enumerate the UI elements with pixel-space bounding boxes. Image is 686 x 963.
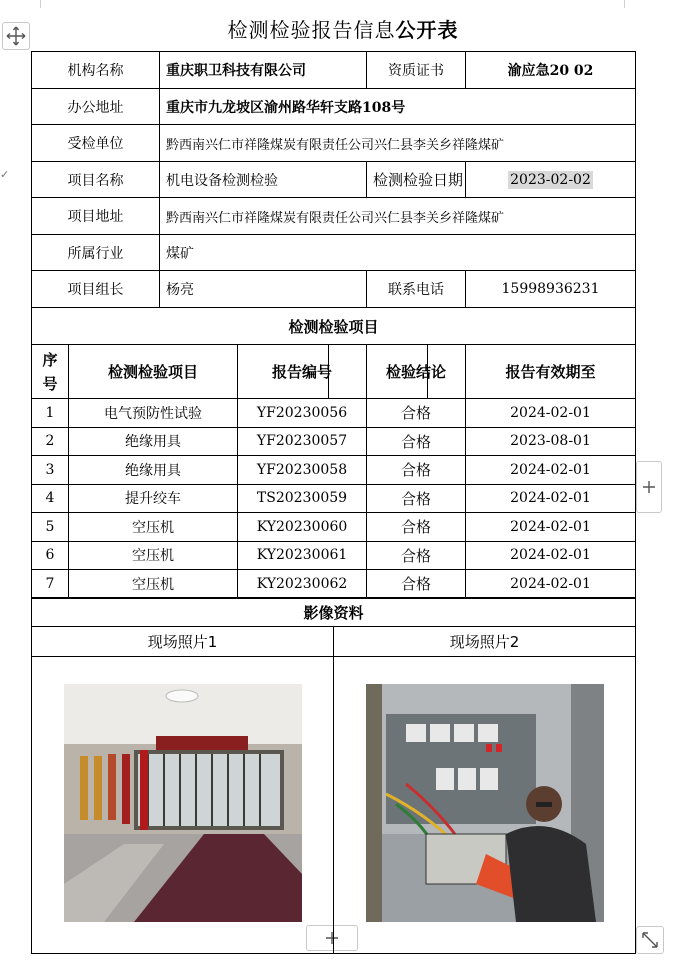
proj-value: 机电设备检测检验 <box>160 162 367 198</box>
title-main: 检测检验报告信息 <box>227 18 396 42</box>
document-title <box>0 14 686 43</box>
table-row <box>32 570 636 598</box>
item-result: 合格 <box>367 427 466 456</box>
item-seq: 7 <box>32 570 69 598</box>
table-row <box>32 541 636 570</box>
row-unit <box>32 125 636 162</box>
item-valid-until: 2024-02-01 <box>466 456 636 485</box>
page-margin-mark-right <box>624 0 625 8</box>
row-site <box>32 198 636 235</box>
images-section-title: 影像资料 <box>32 599 636 627</box>
table-row <box>32 484 636 513</box>
addr-label: 办公地址 <box>32 89 160 125</box>
items-section-title: 检测检验项目 <box>32 308 636 345</box>
item-name: 空压机 <box>69 570 238 598</box>
page-margin-mark-left <box>40 0 41 8</box>
proj-label: 项目名称 <box>32 162 160 198</box>
item-seq: 4 <box>32 484 69 513</box>
item-valid-until: 2024-02-01 <box>466 541 636 570</box>
item-name: 空压机 <box>69 513 238 542</box>
item-valid-until: 2024-02-01 <box>466 513 636 542</box>
row-address <box>32 89 636 125</box>
table-row <box>32 513 636 542</box>
table-row <box>32 399 636 428</box>
item-seq: 3 <box>32 456 69 485</box>
photo1-label: 现场照片1 <box>32 627 334 657</box>
site-photo-2-image <box>366 684 604 922</box>
table-resize-handle[interactable] <box>636 926 664 954</box>
site-photo-2 <box>366 684 604 922</box>
table-row <box>32 427 636 456</box>
item-result: 合格 <box>367 484 466 513</box>
photo1-cell <box>32 657 334 954</box>
item-report-no: KY20230060 <box>238 513 367 542</box>
industry-value: 煤矿 <box>160 235 636 271</box>
date-value: 2023-02-02 <box>510 171 591 188</box>
table-row <box>32 456 636 485</box>
left-edge-chevron[interactable]: ✓ <box>0 168 10 181</box>
item-result: 合格 <box>367 513 466 542</box>
unit-label: 受检单位 <box>32 125 160 162</box>
photo2-label: 现场照片2 <box>334 627 636 657</box>
item-name: 绝缘用具 <box>69 456 238 485</box>
phone-label: 联系电话 <box>367 271 466 308</box>
items-table <box>31 398 636 598</box>
leader-label: 项目组长 <box>32 271 160 308</box>
header-report-no-cell: 报告编号 <box>238 345 367 399</box>
item-valid-until: 2024-02-01 <box>466 570 636 598</box>
header-valid-cell: 报告有效期至 <box>466 345 636 399</box>
item-name: 提升绞车 <box>69 484 238 513</box>
item-report-no: YF20230058 <box>238 456 367 485</box>
item-seq: 1 <box>32 399 69 428</box>
item-seq: 5 <box>32 513 69 542</box>
item-report-no: KY20230062 <box>238 570 367 598</box>
org-value: 重庆职卫科技有限公司 <box>160 52 367 89</box>
header-item-cell: 检测检验项目 <box>69 345 238 399</box>
site-label: 项目地址 <box>32 198 160 235</box>
photo2-cell <box>334 657 636 954</box>
org-label: 机构名称 <box>32 52 160 89</box>
item-name: 绝缘用具 <box>69 427 238 456</box>
row-project <box>32 162 636 198</box>
item-seq: 2 <box>32 427 69 456</box>
item-valid-until: 2023-08-01 <box>466 427 636 456</box>
item-result: 合格 <box>367 399 466 428</box>
unit-value: 黔西南兴仁市祥隆煤炭有限责任公司兴仁县李关乡祥隆煤矿 <box>160 125 636 162</box>
date-label: 检测检验日期 <box>367 162 466 198</box>
row-industry <box>32 235 636 271</box>
resize-handle-icon <box>641 931 659 949</box>
item-report-no: YF20230056 <box>238 399 367 428</box>
item-report-no: YF20230057 <box>238 427 367 456</box>
images-table <box>31 598 636 954</box>
cert-value: 渝应急20 02 <box>466 52 636 89</box>
plus-icon <box>642 480 656 494</box>
addr-value: 重庆市九龙坡区渝州路华轩支路108号 <box>160 89 636 125</box>
row-leader <box>32 271 636 308</box>
item-valid-until: 2024-02-01 <box>466 399 636 428</box>
site-value: 黔西南兴仁市祥隆煤炭有限责任公司兴仁县李关乡祥隆煤矿 <box>160 198 636 235</box>
item-report-no: KY20230061 <box>238 541 367 570</box>
item-seq: 6 <box>32 541 69 570</box>
header-result-cell: 检验结论 <box>367 345 466 399</box>
item-result: 合格 <box>367 541 466 570</box>
item-result: 合格 <box>367 456 466 485</box>
phone-value: 15998936231 <box>466 271 636 308</box>
item-valid-until: 2024-02-01 <box>466 484 636 513</box>
site-photo-1-image <box>64 684 302 922</box>
item-name: 电气预防性试验 <box>69 399 238 428</box>
items-header-overlay <box>31 344 636 399</box>
header-seq-cell: 序号 <box>32 345 69 399</box>
cert-label: 资质证书 <box>367 52 466 89</box>
row-org <box>32 52 636 89</box>
add-column-button[interactable] <box>636 461 662 513</box>
industry-label: 所属行业 <box>32 235 160 271</box>
item-name: 空压机 <box>69 541 238 570</box>
site-photo-1 <box>64 684 302 922</box>
leader-value: 杨亮 <box>160 271 367 308</box>
item-report-no: TS20230059 <box>238 484 367 513</box>
row-items-section <box>32 308 636 345</box>
item-result: 合格 <box>367 570 466 598</box>
title-bold: 公开表 <box>395 18 459 42</box>
